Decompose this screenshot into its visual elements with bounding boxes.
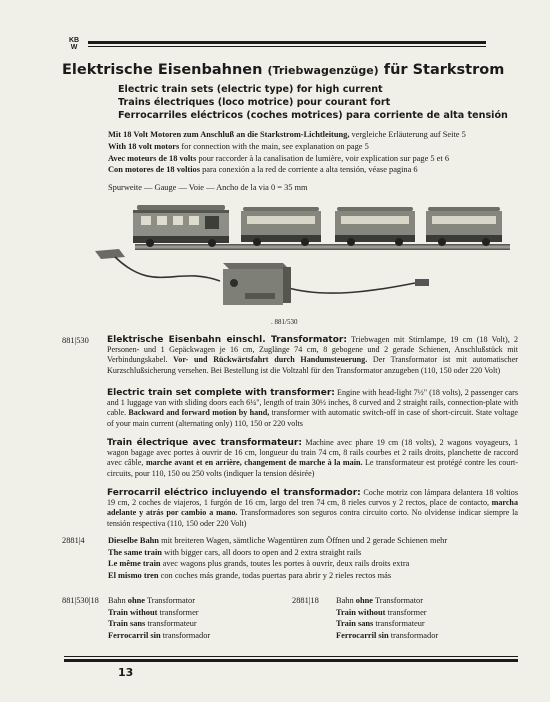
line-en-rest: with bigger cars, all doors to open and 2 extra straight rails (161, 547, 362, 557)
text-en-bold: Backward and forward motion by hand, (128, 408, 270, 418)
item-2881-4-lines (108, 535, 447, 581)
heading-fr: Train électrique avec transformateur: (107, 438, 302, 448)
heading-en: Electric train set complete with transformer: (107, 388, 335, 398)
line-fr-rest: avec wagons plus grands, toutes les portes à ouvrir, deux rails droits extra (160, 559, 410, 569)
word: Ferrocarril (336, 630, 379, 640)
passenger-car-2-drawing (335, 207, 415, 246)
logo-line-1: KB (68, 37, 80, 44)
line-en-bold: The same train (108, 547, 162, 557)
description-de (107, 335, 518, 376)
word: Transformator (373, 596, 424, 605)
line-de-bold: Dieselbe Bahn (108, 536, 159, 545)
gauge-line: Spurweite — Gauge — Voie — Ancho de la via 0 = 35 mm (108, 183, 308, 192)
logo-line-2: W (70, 44, 78, 51)
description-en (107, 388, 518, 429)
intro-block (108, 129, 466, 176)
line-fr (108, 558, 447, 570)
word-bold: sans (129, 619, 146, 629)
word-bold: sans (357, 619, 374, 629)
train-set-illustration (95, 195, 510, 315)
word-bold: ohne (127, 596, 146, 605)
line-de (108, 595, 210, 607)
subtitle-fr: Trains électriques (loco motrice) pour courant fort (118, 97, 391, 109)
intro-es-rest: para conexión a la red de corriente a alta tensión, véase pagina 6 (199, 165, 418, 175)
word: Train (108, 619, 130, 629)
intro-fr-bold: Avec moteurs de 18 volts (108, 153, 197, 163)
description-es (107, 488, 518, 529)
line-es-bold: El mismo tren (108, 570, 159, 580)
intro-es-bold: Con motores de 18 voltios (108, 165, 200, 175)
line-de (336, 595, 438, 607)
intro-es (108, 164, 466, 176)
word-bold: ohne (355, 596, 374, 605)
text-de-1: Triebwagen mit Stirnlampe, 19 cm (18 Volt), 2 Personen- und 1 Gepäckwagen je 16 cm, Zuglänge 74 cm, 8 gebogene und 2 gerade Schienen, Anschlußstück mit Verbindungskabel. (107, 335, 518, 365)
word: Bahn (336, 596, 356, 605)
line-de-rest: mit breiteren Wagen, sämtliche Wagentüren zum Öffnen und 2 gerade Schienen mehr (158, 536, 448, 545)
intro-de-bold: Mit 18 Volt Motoren zum Anschluß an die Starkstrom-Lichtleitung, (108, 130, 350, 139)
passenger-car-1-drawing (241, 207, 321, 246)
line-de (108, 535, 447, 547)
top-rule-thin (88, 46, 486, 47)
text-de-2: Der Transformator ist mit automatischer Kurzschlußsicherung versehen. Bei Bestellung ist die Voltzahl für den Transformator anzugeben (110, 150 oder 220 Volt) (107, 355, 518, 375)
intro-en-rest: for connection with the main, see explanation on page 5 (179, 141, 369, 151)
kbw-logo (65, 37, 83, 51)
title-translations (118, 83, 508, 123)
title-paren: (Triebwagenzüge) (267, 64, 379, 77)
word: Train (108, 607, 130, 617)
title-main: Elektrische Eisenbahnen (62, 62, 268, 78)
item-number-881-530: 881|530 (62, 336, 89, 345)
word: transformador (388, 630, 439, 640)
text-en-2: transformer with automatic switch-off in case of short-circuit. State voltage of your main current (alternating only) 110, 150 or 220 volts (107, 408, 518, 428)
item-number-881-530-18: 881|530|18 (62, 596, 99, 605)
line-es (108, 630, 210, 642)
line-fr (108, 618, 210, 630)
word-bold: sin (150, 630, 161, 640)
word: transformateur (145, 619, 197, 629)
transformer-drawing (223, 263, 291, 305)
item-number-2881-4: 2881|4 (62, 536, 85, 545)
text-en-1: Engine with head-light 7½" (18 volts), 2 passenger cars and 1 luggage van with sliding doors each 6¼", length of train 30½ inches, 8 curved and 2 straight rails, connection-plate with cable. (107, 388, 518, 418)
illustration-caption: . 881/530 (271, 318, 298, 326)
intro-de (108, 129, 466, 141)
heading-de: Elektrische Eisenbahn einschl. Transformator: (107, 335, 347, 345)
word: Train (336, 607, 358, 617)
line-en (336, 607, 438, 619)
line-es (336, 630, 438, 642)
bottom-rule-thin (64, 656, 518, 657)
intro-fr-rest: pour raccorder à la canalisation de lumière, voir explication sur page 5 et 6 (196, 153, 450, 163)
line-fr-bold: Le même train (108, 559, 161, 569)
text-de-bold: Vor- und Rückwärtsfahrt durch Handumsteuerung. (173, 355, 368, 365)
top-rule-thick (88, 41, 486, 44)
item-2881-18-lines (336, 595, 438, 641)
item-881-530-18-lines (108, 595, 210, 641)
text-fr-1: Machine avec phare 19 cm (18 volts), 2 wagons voyageurs, 1 wagon bagage avec portes à ouvrir de 16 cm, longueur du train 74 cm, 8 rails courbes et 2 rails droits, planchette de raccord avec câble, (107, 438, 518, 468)
item-number-2881-18: 2881|18 (292, 596, 319, 605)
luggage-van-drawing (426, 207, 502, 246)
intro-en-bold: With 18 volt motors (108, 141, 180, 151)
word: Ferrocarril (108, 630, 151, 640)
line-fr (336, 618, 438, 630)
subtitle-es: Ferrocarriles eléctricos (coches motrices) para corriente de alta tensión (118, 110, 508, 122)
page-title (62, 62, 504, 78)
word: transformador (160, 630, 211, 640)
intro-en (108, 141, 466, 153)
line-es-rest: con coches más grande, todas puertas para abrir y 2 rieles rectos más (158, 570, 392, 580)
word-bold: without (129, 607, 158, 617)
intro-de-rest: vergleiche Erläuterung auf Seite 5 (349, 130, 466, 139)
word: transformer (157, 607, 199, 617)
title-end: für Starkstrom (378, 62, 505, 78)
word: transformateur (373, 619, 425, 629)
word: Bahn (108, 596, 128, 605)
word: transformer (385, 607, 427, 617)
intro-fr (108, 153, 466, 165)
description-fr (107, 438, 518, 479)
heading-es: Ferrocarril eléctrico incluyendo el transformador: (107, 488, 361, 498)
word: Transformator (145, 596, 196, 605)
page-number: 13 (118, 666, 134, 679)
text-es-bold: marcha adelante y atrás por cambio a mano. (107, 498, 518, 518)
text-fr-2: Le transformateur est protégé contre les court-circuits, pour 110, 150 ou 250 volts (indiquer la tension désirée) (107, 458, 518, 478)
line-es (108, 570, 447, 582)
subtitle-en: Electric train sets (electric type) for high current (118, 84, 383, 95)
text-fr-bold: marche avant et en arrière, changement de marche à la main. (145, 458, 363, 468)
word-bold: sin (378, 630, 389, 640)
line-en (108, 607, 210, 619)
bottom-rule-thick (64, 659, 518, 662)
text-es-2: Transformadores son seguros contra circuito corto. No olvidense indicar siempre la tensión respectiva (110, 150 oder 220 Volt) (107, 508, 518, 528)
motor-car-drawing (133, 205, 229, 247)
text-es-1: Coche motriz con lámpara delantera 18 voltios 19 cm, 2 coches de viajeros, 1 furgón de 16 cm, largo del tren 74 cm, 8 rieles curvos y 2 rectos, place de contacto, (107, 488, 518, 508)
line-en (108, 547, 447, 559)
word: Train (336, 619, 358, 629)
word-bold: without (357, 607, 386, 617)
